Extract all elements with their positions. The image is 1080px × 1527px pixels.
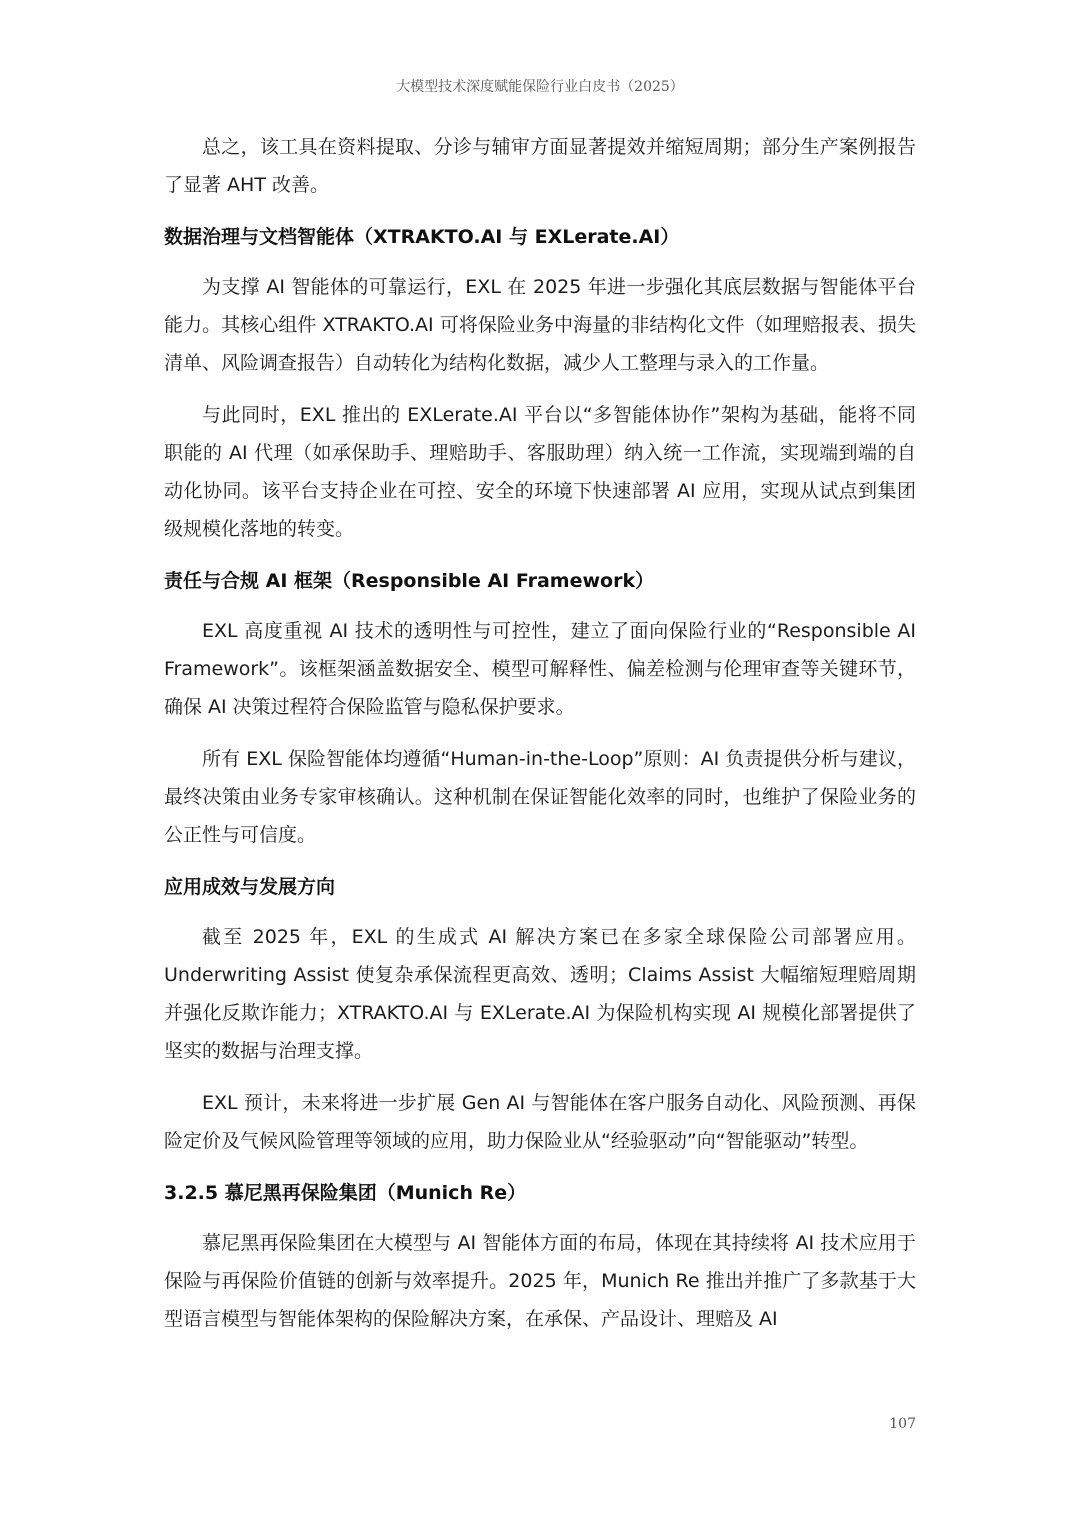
paragraph: 慕尼黑再保险集团在大模型与 AI 智能体方面的布局，体现在其持续将 AI 技术应用于保险与再保险价值链的创新与效率提升。2025 年，Munich Re 推出并推广了多款基于大型语言模型与智能体架构的保险解决方案，在承保、产品设计、理赔及 AI xyxy=(164,1232,916,1330)
body-content xyxy=(164,128,916,1352)
section-heading: 3.2.5 慕尼黑再保险集团（Munich Re） xyxy=(164,1182,527,1204)
paragraph: 与此同时，EXL 推出的 EXLerate.AI 平台以“多智能体协作”架构为基础，能将不同职能的 AI 代理（如承保助手、理赔助手、客服助理）纳入统一工作流，实现端到端的自动化协同。该平台支持企业在可控、安全的环境下快速部署 AI 应用，实现从试点到集团级规模化落地的转变。 xyxy=(164,404,916,540)
paragraph: 所有 EXL 保险智能体均遵循“Human-in-the-Loop”原则：AI 负责提供分析与建议，最终决策由业务专家审核确认。这种机制在保证智能化效率的同时，也维护了保险业务的公正性与可信度。 xyxy=(164,748,916,846)
paragraph: 为支撑 AI 智能体的可靠运行，EXL 在 2025 年进一步强化其底层数据与智能体平台能力。其核心组件 XTRAKTO.AI 可将保险业务中海量的非结构化文件（如理赔报表、损失清单、风险调查报告）自动转化为结构化数据，减少人工整理与录入的工作量。 xyxy=(164,276,916,374)
section-heading: 应用成效与发展方向 xyxy=(164,876,336,898)
section-heading: 数据治理与文档智能体（XTRAKTO.AI 与 EXLerate.AI） xyxy=(164,226,680,248)
paragraph: 截至 2025 年，EXL 的生成式 AI 解决方案已在多家全球保险公司部署应用。Underwriting Assist 使复杂承保流程更高效、透明；Claims Assist 大幅缩短理赔周期并强化反欺诈能力；XTRAKTO.AI 与 EXLerate.AI 为保险机构实现 AI 规模化部署提供了坚实的数据与治理支撑。 xyxy=(164,926,916,1062)
section-heading: 责任与合规 AI 框架（Responsible AI Framework） xyxy=(164,570,655,592)
paragraph: EXL 高度重视 AI 技术的透明性与可控性，建立了面向保险行业的“Responsible AI Framework”。该框架涵盖数据安全、模型可解释性、偏差检测与伦理审查等关键环节，确保 AI 决策过程符合保险监管与隐私保护要求。 xyxy=(164,620,916,718)
paragraph: 总之，该工具在资料提取、分诊与辅审方面显著提效并缩短周期；部分生产案例报告了显著 AHT 改善。 xyxy=(164,136,916,196)
paragraph: EXL 预计，未来将进一步扩展 Gen AI 与智能体在客户服务自动化、风险预测、再保险定价及气候风险管理等领域的应用，助力保险业从“经验驱动”向“智能驱动”转型。 xyxy=(164,1092,916,1152)
running-header: 大模型技术深度赋能保险行业白皮书（2025） xyxy=(396,79,684,95)
page-number: 107 xyxy=(889,1416,916,1432)
